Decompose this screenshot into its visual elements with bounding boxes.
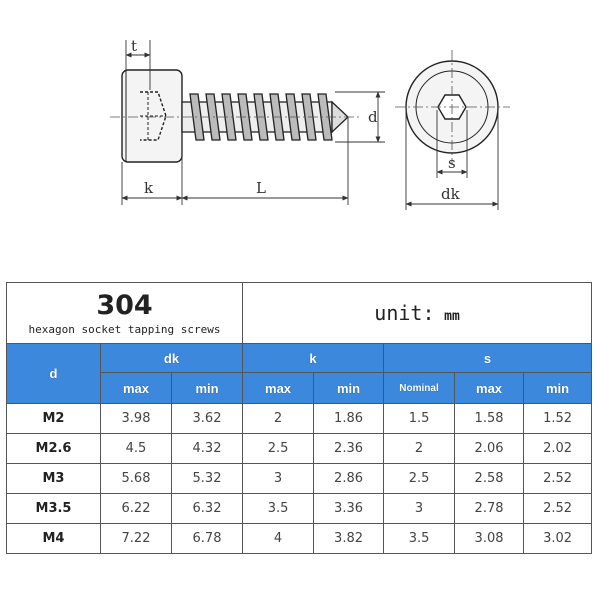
- header-s-nominal: Nominal: [384, 373, 455, 404]
- cell-d: M4: [7, 524, 101, 554]
- header-k-min: min: [314, 373, 384, 404]
- dimension-k-label: k: [144, 179, 154, 197]
- cell-s-max: 3.08: [455, 524, 524, 554]
- cell-s-max: 2.06: [455, 434, 524, 464]
- cell-k-min: 3.82: [314, 524, 384, 554]
- cell-dk-min: 5.32: [172, 464, 243, 494]
- cell-s-nominal: 3.5: [384, 524, 455, 554]
- cell-dk-max: 7.22: [101, 524, 172, 554]
- header-s-max: max: [455, 373, 524, 404]
- cell-d: M2.6: [7, 434, 101, 464]
- cell-s-min: 2.52: [524, 494, 592, 524]
- cell-dk-max: 6.22: [101, 494, 172, 524]
- cell-dk-max: 5.68: [101, 464, 172, 494]
- cell-d: M3.5: [7, 494, 101, 524]
- cell-k-max: 2: [243, 404, 314, 434]
- cell-dk-min: 6.32: [172, 494, 243, 524]
- cell-s-max: 2.58: [455, 464, 524, 494]
- cell-k-max: 3: [243, 464, 314, 494]
- header-k-max: max: [243, 373, 314, 404]
- header-s: s: [384, 344, 592, 373]
- product-subtitle: hexagon socket tapping screws: [28, 322, 221, 336]
- cell-dk-min: 4.32: [172, 434, 243, 464]
- cell-k-max: 3.5: [243, 494, 314, 524]
- cell-s-nominal: 1.5: [384, 404, 455, 434]
- header-dk: dk: [101, 344, 243, 373]
- header-d: d: [7, 344, 101, 404]
- cell-s-min: 2.52: [524, 464, 592, 494]
- dimension-l-label: L: [256, 179, 266, 197]
- header-k: k: [243, 344, 384, 373]
- cell-k-min: 2.86: [314, 464, 384, 494]
- cell-s-max: 2.78: [455, 494, 524, 524]
- material-grade: 304: [96, 289, 153, 321]
- cell-s-nominal: 3: [384, 494, 455, 524]
- cell-dk-max: 3.98: [101, 404, 172, 434]
- cell-dk-min: 6.78: [172, 524, 243, 554]
- header-s-min: min: [524, 373, 592, 404]
- dimension-d-label: d: [368, 108, 378, 126]
- cell-s-nominal: 2.5: [384, 464, 455, 494]
- specification-table: [6, 282, 592, 554]
- title-cell: [7, 283, 243, 344]
- screw-technical-drawing: [0, 0, 600, 230]
- header-dk-min: min: [172, 373, 243, 404]
- table-row: [7, 404, 592, 434]
- cell-s-min: 2.02: [524, 434, 592, 464]
- screw-head-side: [122, 70, 182, 162]
- cell-s-min: 1.52: [524, 404, 592, 434]
- unit-cell: [243, 283, 592, 344]
- dimension-dk-label: dk: [441, 185, 460, 203]
- cell-k-min: 2.36: [314, 434, 384, 464]
- cell-s-min: 3.02: [524, 524, 592, 554]
- table-row: [7, 524, 592, 554]
- cell-d: M3: [7, 464, 101, 494]
- unit-value: mm: [444, 309, 460, 324]
- unit-label: unit:: [374, 301, 435, 325]
- cell-k-min: 3.36: [314, 494, 384, 524]
- cell-k-max: 4: [243, 524, 314, 554]
- cell-k-min: 1.86: [314, 404, 384, 434]
- dimension-s-label: s: [448, 154, 456, 172]
- table-row: [7, 464, 592, 494]
- cell-dk-max: 4.5: [101, 434, 172, 464]
- cell-dk-min: 3.62: [172, 404, 243, 434]
- cell-d: M2: [7, 404, 101, 434]
- header-dk-max: max: [101, 373, 172, 404]
- cell-k-max: 2.5: [243, 434, 314, 464]
- cell-s-max: 1.58: [455, 404, 524, 434]
- table-row: [7, 494, 592, 524]
- cell-s-nominal: 2: [384, 434, 455, 464]
- table-row: [7, 434, 592, 464]
- dimension-t-label: t: [131, 37, 138, 55]
